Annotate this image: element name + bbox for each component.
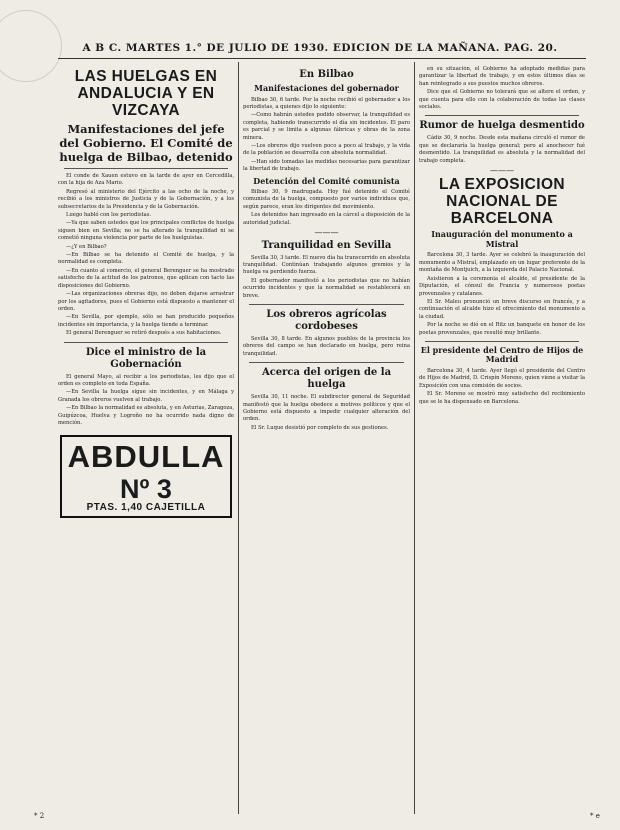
paragraph: Sevilla 30, 3 tarde. El nuevo día ha transcurrido en absoluta tranquilidad. Continúan trabajando algunos gremios y la huelga va perdiendo fuerza. [243,254,410,276]
subheadline-detencion: Detención del Comité comunista [253,175,400,186]
paragraph: —Los obreros dijo vuelven poco a poco al trabajo, y la vida de la población se desarrolla con absoluta normalidad. [243,142,410,157]
divider [64,342,228,343]
paragraph: en su situación, el Gobierno ha adoptado medidas para garantizar la libertad de trabajo, y en estos últimos días se han reintegrado a sus puestos muchos obreros. [419,66,585,87]
paragraph: Barcelona 30, 3 tarde. Ayer se celebró la inauguración del monumento a Mistral, emplazado en un lugar preferente de la montaña de Montjuich, a la izquierda del Palacio Nacional. [419,252,585,274]
headline-huelgas: LAS HUELGAS EN ANDALUCIA Y EN VIZCAYA [74,68,218,119]
paragraph: El Sr. Moreno se mostró muy satisfecho del recibimiento que se le ha dispensado en Barcelona. [419,391,585,405]
section-origen: Acerca del origen de la huelga [261,367,392,391]
paragraph: —Ya que saben ustedes que los principales conflictos de huelga siguen bien en Sevilla; no se ha alterado la tranquilidad ni se cometió ninguna violencia por parte de los huelguistas. [58,220,234,242]
column-3 [419,66,585,811]
subheadline-gobierno: Manifestaciones del jefe del Gobierno. El Comité de huelga de Bilbao, detenido [59,122,233,164]
paragraph: Sevilla 30, 8 tarde. En algunos pueblos de la provincia los obreros del campo se han declarado en huelga, pero reina tranquilidad. [243,335,410,357]
ornament: ——— [314,228,339,238]
ad-number: Nº 3 [120,474,172,505]
section-rumor: Rumor de huelga desmentido [419,120,585,132]
paragraph: El gobernador manifestó a los periodistas que no habían ocurrido incidentes y que la normalidad se restablecerá en breve. [243,277,410,299]
column-2 [243,66,410,811]
subheadline-ministro: Dice el ministro de la Gobernación [85,346,207,370]
divider [425,115,579,116]
subheadline-hijos-madrid: El presidente del Centro de Hijos de Madrid [420,344,584,365]
subheadline-gobernador: Manifestaciones del gobernador [254,83,399,93]
ornament: ——— [490,166,514,176]
footer-mark-right: * e [590,812,600,820]
divider [64,168,228,169]
paragraph: Asistieron a la ceremonia el alcalde, el presidente de la Diputación, el cónsul de Francia y numerosos poetas provenzales y catalanes. [419,275,585,297]
paragraph: —En Sevilla, por ejemplo, sólo se han producido pequeños incidentes sin importancia, y la huelga tiende a terminar. [58,314,234,328]
abdulla-advertisement [60,435,232,517]
paragraph: El general Mayo, al recibir a los periodistas, les dijo que el orden es completo en toda España. [58,373,234,387]
divider [425,341,579,342]
library-stamp [0,10,62,82]
section-sevilla: Tranquilidad en Sevilla [261,239,392,251]
paragraph: Dice que el Gobierno no tolerará que se altere el orden, y que cuenta para ello con la colaboración de todas las clases sociales. [419,89,585,111]
section-bilbao: En Bilbao [299,69,354,80]
paragraph: Bilbao 30, 6 tarde. Por la noche recibió el gobernador a los periodistas, a quienes dijo lo siguiente: [243,96,410,110]
paragraph: —En cuanto al comercio, el general Berenguer se ha mostrado satisfecho de la actitud de los patronos, que aplican con tacto las disposiciones del Gobierno. [58,267,234,289]
paragraph: Los detenidos han ingresado en la cárcel a disposición de la autoridad judicial. [243,212,410,226]
header-rule [58,58,586,59]
paragraph: —En Sevilla la huelga sigue sin incidentes, y en Málaga y Granada los obreros vuelven al trabajo. [58,389,234,403]
paragraph: Por la noche se dió en el Ritz un banquete en honor de los poetas provenzales, que resultó muy brillante. [419,322,585,336]
paragraph: —En Bilbao la normalidad es absoluta, y en Asturias, Zaragoza, Guipúzcoa, Huelva y Logroño no ha ocurrido nada digno de mención. [58,405,234,426]
paragraph: Regresó al ministerio del Ejército a las ocho de la noche, y recibió a los ministros de Justicia y de la Gobernación, y a los subsecretarios de la Presidencia y de la Gobernación. [58,188,234,210]
paragraph: —En Bilbao se ha detenido el Comité de huelga, y la normalidad es completa. [58,252,234,266]
column-rule-1 [238,62,239,814]
footer-mark-left: * 2 [34,812,45,820]
section-cordobeses: Los obreros agrícolas cordobeses [266,308,387,332]
paragraph: El Sr. Luque desistió por completo de sus gestiones. [251,424,389,431]
paragraph: El general Berenguer se retiró después a sus habitaciones. [66,330,222,337]
column-1 [58,66,234,816]
paragraph: —Han sido tomadas las medidas necesarias para garantizar la libertad de trabajo. [243,158,410,173]
paragraph: Cádiz 30, 9 noche. Desde esta mañana circuló el rumor de que se declararía la huelga general; pero al anochecer fué desmentido. La tranquilidad es absoluta y la normalidad del trabajo completa. [419,135,585,164]
ad-brand: ABDULLA [67,439,225,475]
subheadline-mistral: Inauguración del monumento a Mistral [431,229,573,249]
headline-exposicion: LA EXPOSICION NACIONAL DE BARCELONA [438,176,566,228]
paragraph: Barcelona 30, 4 tarde. Ayer llegó el presidente del Centro de Hijos de Madrid, D. Crispín Moreno, quien viene a visitar la Exposición con una comisión de socios. [419,367,585,389]
paragraph: —Las organizaciones obreras dijo, no deben dejarse arrastrar por los agitadores, pues el Gobierno está dispuesto a mantener el orden. [58,291,234,312]
paragraph: —Como habrán ustedes podido observar, la tranquilidad es completa, habiendo transcurrido el día sin incidentes. El paro es parcial y se limita a algunas fábricas y obras de la zona minera. [243,112,410,141]
divider [249,362,404,363]
page-header: A B C. MARTES 1.° DE JULIO DE 1930. EDICION DE LA MAÑANA. PAG. 20. [82,42,558,54]
paragraph: Luego habló con los periodistas. [66,212,152,219]
paragraph: El conde de Xauen estuvo en la tarde de ayer en Cercedilla, con la hija de Aza Mario. [58,173,234,187]
column-rule-2 [414,62,415,814]
paragraph: —¿Y en Bilbao? [66,243,107,250]
paragraph: El Sr. Maleu pronunció un breve discurso en francés, y a continuación el alcalde hizo el ofrecimiento del monumento a la ciudad. [419,298,585,320]
paragraph: Sevilla 30, 11 noche. El subdirector general de Seguridad manifestó que la huelga obedece a motivos políticos y que el Gobierno está dispuesto a impedir cualquier alteración del orden. [243,394,410,423]
divider [249,304,404,305]
ad-price: PTAS. 1,40 CAJETILLA [86,502,206,514]
paragraph: Bilbao 30, 9 madrugada. Hoy fué detenido el Comité comunista de la huelga, compuesto por varios individuos que, según parece, eran los dirigentes del movimiento. [243,189,410,210]
